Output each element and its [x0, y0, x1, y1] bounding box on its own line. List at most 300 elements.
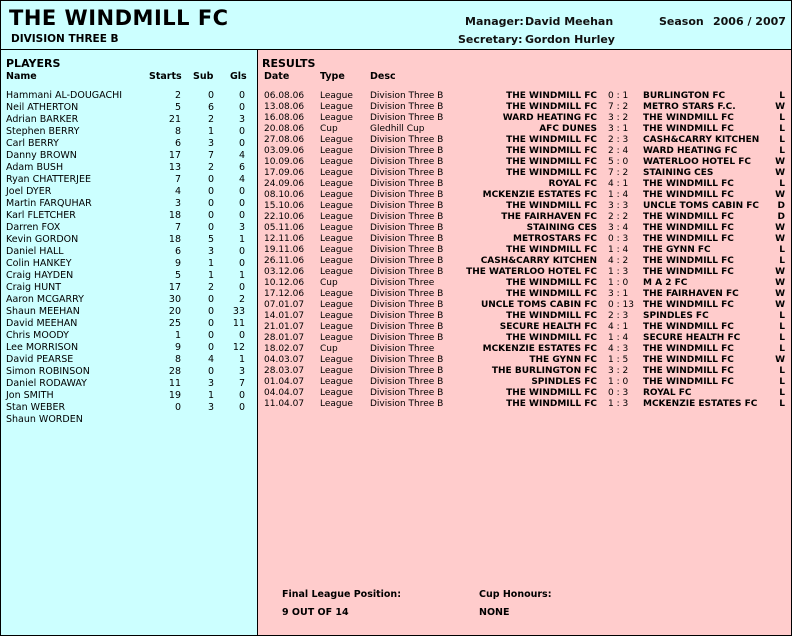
result-outcome: W	[775, 289, 785, 299]
player-row	[1, 306, 257, 318]
result-date: 17.12.06	[264, 289, 305, 299]
player-goals: 0	[238, 198, 245, 209]
result-score: 0 : 13	[608, 300, 634, 310]
result-date: 17.09.06	[264, 168, 305, 178]
player-goals: 3	[238, 366, 245, 377]
result-home-team: THE WINDMILL FC	[506, 157, 597, 167]
result-outcome: L	[779, 256, 785, 266]
result-home-team: THE WINDMILL FC	[506, 168, 597, 178]
result-away-team: THE WINDMILL FC	[643, 344, 734, 354]
player-row	[1, 234, 257, 246]
player-row	[1, 90, 257, 102]
result-home-team: MCKENZIE ESTATES FC	[482, 344, 597, 354]
final-position-label: Final League Position:	[282, 589, 401, 600]
result-desc: Division Three B	[370, 157, 444, 167]
player-row	[1, 174, 257, 186]
player-row	[1, 270, 257, 282]
result-away-team: THE WINDMILL FC	[643, 234, 734, 244]
result-date: 21.01.07	[264, 322, 305, 332]
result-outcome: L	[779, 399, 785, 409]
result-date: 10.12.06	[264, 278, 305, 288]
result-outcome: L	[779, 179, 785, 189]
result-score: 1 : 4	[608, 333, 629, 343]
result-date: 15.10.06	[264, 201, 305, 211]
result-away-team: THE WINDMILL FC	[643, 366, 734, 376]
player-name: Shaun MEEHAN	[6, 306, 80, 317]
result-score: 3 : 2	[608, 113, 629, 123]
result-row	[258, 289, 791, 300]
result-score: 7 : 2	[608, 102, 629, 112]
player-goals: 4	[238, 174, 245, 185]
result-row	[258, 91, 791, 102]
result-score: 2 : 3	[608, 311, 629, 321]
player-name: David MEEHAN	[6, 318, 78, 329]
result-desc: Division Three	[370, 344, 435, 354]
player-name: Martin FARQUHAR	[6, 198, 92, 209]
result-home-team: THE WINDMILL FC	[506, 146, 597, 156]
player-row	[1, 114, 257, 126]
player-starts: 8	[174, 126, 181, 137]
player-row	[1, 294, 257, 306]
result-type: League	[320, 388, 353, 398]
result-home-team: ROYAL FC	[548, 179, 597, 189]
player-goals: 0	[238, 210, 245, 221]
result-home-team: CASH&CARRY KITCHEN	[480, 256, 597, 266]
result-type: League	[320, 91, 353, 101]
player-sub: 1	[207, 258, 214, 269]
player-sub: 0	[207, 366, 214, 377]
result-score: 1 : 3	[608, 399, 629, 409]
result-row	[258, 344, 791, 355]
result-row	[258, 267, 791, 278]
result-desc: Division Three B	[370, 300, 444, 310]
result-outcome: W	[775, 102, 785, 112]
secretary-name: Gordon Hurley	[525, 33, 615, 46]
player-sub: 5	[207, 234, 214, 245]
player-starts: 19	[168, 390, 181, 401]
result-home-team: SPINDLES FC	[531, 377, 597, 387]
result-desc: Division Three B	[370, 201, 444, 211]
player-starts: 6	[174, 246, 181, 257]
player-goals: 4	[238, 150, 245, 161]
result-date: 16.08.06	[264, 113, 305, 123]
result-date: 27.08.06	[264, 135, 305, 145]
player-name: Aaron MCGARRY	[6, 294, 84, 305]
results-heading: RESULTS	[262, 57, 316, 70]
result-away-team: METRO STARS F.C.	[643, 102, 736, 112]
result-row	[258, 168, 791, 179]
result-date: 11.04.07	[264, 399, 305, 409]
player-sub: 0	[207, 174, 214, 185]
result-outcome: W	[775, 190, 785, 200]
player-sub: 3	[207, 138, 214, 149]
player-sub: 0	[207, 90, 214, 101]
result-type: League	[320, 190, 353, 200]
result-outcome: L	[779, 311, 785, 321]
result-away-team: THE GYNN FC	[643, 245, 711, 255]
player-row	[1, 390, 257, 402]
result-date: 10.09.06	[264, 157, 305, 167]
player-name: Adam BUSH	[6, 162, 64, 173]
result-score: 2 : 3	[608, 135, 629, 145]
division-subtitle: DIVISION THREE B	[11, 33, 119, 45]
player-starts: 1	[174, 330, 181, 341]
result-type: League	[320, 113, 353, 123]
result-row	[258, 388, 791, 399]
result-type: Cup	[320, 278, 338, 288]
player-starts: 3	[174, 198, 181, 209]
result-away-team: ROYAL FC	[643, 388, 692, 398]
player-goals: 2	[238, 294, 245, 305]
player-sub: 2	[207, 282, 214, 293]
player-starts: 21	[168, 114, 181, 125]
result-row	[258, 102, 791, 113]
result-type: League	[320, 201, 353, 211]
result-row	[258, 278, 791, 289]
result-date: 28.01.07	[264, 333, 305, 343]
result-row	[258, 256, 791, 267]
player-goals: 33	[232, 306, 245, 317]
result-home-team: THE BURLINGTON FC	[491, 366, 597, 376]
result-type: League	[320, 399, 353, 409]
season-value: 2006 / 2007	[713, 15, 786, 28]
player-goals: 0	[238, 246, 245, 257]
result-away-team: BURLINGTON FC	[643, 91, 726, 101]
final-position-value: 9 OUT OF 14	[282, 607, 349, 618]
player-sub: 1	[207, 126, 214, 137]
player-sub: 3	[207, 246, 214, 257]
col-name: Name	[6, 71, 37, 82]
result-score: 4 : 2	[608, 256, 629, 266]
result-date: 20.08.06	[264, 124, 305, 134]
result-date: 26.11.06	[264, 256, 305, 266]
player-starts: 2	[174, 90, 181, 101]
player-starts: 0	[174, 402, 181, 413]
player-sub: 2	[207, 162, 214, 173]
result-outcome: L	[779, 245, 785, 255]
result-home-team: THE WINDMILL FC	[506, 245, 597, 255]
player-goals: 0	[238, 186, 245, 197]
result-desc: Division Three B	[370, 311, 444, 321]
result-desc: Division Three B	[370, 333, 444, 343]
result-type: League	[320, 289, 353, 299]
result-outcome: W	[775, 267, 785, 277]
result-away-team: THE WINDMILL FC	[643, 322, 734, 332]
player-row	[1, 222, 257, 234]
result-away-team: SPINDLES FC	[643, 311, 709, 321]
player-goals: 1	[238, 354, 245, 365]
result-away-team: THE WINDMILL FC	[643, 267, 734, 277]
result-desc: Division Three B	[370, 135, 444, 145]
player-starts: 17	[168, 150, 181, 161]
result-home-team: THE WATERLOO HOTEL FC	[466, 267, 597, 277]
result-desc: Division Three B	[370, 168, 444, 178]
player-name: Darren FOX	[6, 222, 61, 233]
result-date: 18.02.07	[264, 344, 305, 354]
result-outcome: L	[779, 377, 785, 387]
col-sub: Sub	[193, 71, 214, 82]
player-row	[1, 342, 257, 354]
player-starts: 17	[168, 282, 181, 293]
result-away-team: THE WINDMILL FC	[643, 377, 734, 387]
result-outcome: L	[779, 388, 785, 398]
player-sub: 0	[207, 330, 214, 341]
result-away-team: THE WINDMILL FC	[643, 113, 734, 123]
secretary-label: Secretary:	[458, 33, 523, 46]
player-name: Simon ROBINSON	[6, 366, 90, 377]
result-type: League	[320, 157, 353, 167]
result-score: 3 : 3	[608, 201, 629, 211]
result-home-team: THE WINDMILL FC	[506, 333, 597, 343]
result-date: 22.10.06	[264, 212, 305, 222]
player-row	[1, 138, 257, 150]
result-away-team: THE WINDMILL FC	[643, 223, 734, 233]
result-desc: Division Three B	[370, 388, 444, 398]
player-starts: 5	[174, 270, 181, 281]
result-type: League	[320, 168, 353, 178]
result-away-team: M A 2 FC	[643, 278, 688, 288]
player-name: Shaun WORDEN	[6, 414, 83, 425]
player-name: Ryan CHATTERJEE	[6, 174, 91, 185]
player-goals: 6	[238, 162, 245, 173]
player-row	[1, 162, 257, 174]
player-sub: 3	[207, 402, 214, 413]
result-desc: Division Three B	[370, 146, 444, 156]
result-row	[258, 146, 791, 157]
player-sub: 0	[207, 198, 214, 209]
result-row	[258, 355, 791, 366]
player-goals: 0	[238, 102, 245, 113]
manager-label: Manager:	[465, 15, 524, 28]
cup-honours-value: NONE	[479, 607, 510, 618]
player-goals: 0	[238, 258, 245, 269]
result-desc: Division Three B	[370, 267, 444, 277]
result-row	[258, 157, 791, 168]
player-name: Stan WEBER	[6, 402, 66, 413]
result-type: League	[320, 146, 353, 156]
player-row	[1, 282, 257, 294]
result-score: 1 : 4	[608, 190, 629, 200]
player-goals: 3	[238, 114, 245, 125]
player-starts: 20	[168, 306, 181, 317]
result-row	[258, 322, 791, 333]
result-desc: Division Three B	[370, 223, 444, 233]
result-home-team: THE GYNN FC	[529, 355, 597, 365]
result-type: League	[320, 212, 353, 222]
result-type: League	[320, 333, 353, 343]
player-name: Daniel HALL	[6, 246, 64, 257]
player-goals: 0	[238, 330, 245, 341]
result-type: League	[320, 179, 353, 189]
player-sub: 0	[207, 318, 214, 329]
result-score: 4 : 1	[608, 322, 629, 332]
result-score: 1 : 0	[608, 278, 629, 288]
result-row	[258, 300, 791, 311]
result-desc: Division Three B	[370, 113, 444, 123]
result-date: 08.10.06	[264, 190, 305, 200]
result-date: 06.08.06	[264, 91, 305, 101]
result-desc: Division Three B	[370, 102, 444, 112]
player-row	[1, 150, 257, 162]
result-score: 1 : 4	[608, 245, 629, 255]
result-date: 03.12.06	[264, 267, 305, 277]
player-sub: 0	[207, 306, 214, 317]
result-score: 1 : 5	[608, 355, 629, 365]
player-starts: 9	[174, 258, 181, 269]
result-row	[258, 179, 791, 190]
player-goals: 0	[238, 90, 245, 101]
player-goals: 0	[238, 282, 245, 293]
player-sub: 0	[207, 210, 214, 221]
player-name: Jon SMITH	[6, 390, 54, 401]
result-type: Cup	[320, 124, 338, 134]
result-desc: Division Three B	[370, 179, 444, 189]
result-row	[258, 311, 791, 322]
result-outcome: L	[779, 322, 785, 332]
result-outcome: L	[779, 91, 785, 101]
col-date: Date	[264, 71, 290, 82]
player-row	[1, 378, 257, 390]
result-home-team: UNCLE TOMS CABIN FC	[480, 300, 597, 310]
result-score: 5 : 0	[608, 157, 629, 167]
result-outcome: W	[775, 300, 785, 310]
result-away-team: WATERLOO HOTEL FC	[643, 157, 751, 167]
result-row	[258, 135, 791, 146]
player-starts: 18	[168, 210, 181, 221]
result-desc: Division Three	[370, 278, 435, 288]
player-name: Adrian BARKER	[6, 114, 79, 125]
player-sub: 3	[207, 378, 214, 389]
result-away-team: THE WINDMILL FC	[643, 300, 734, 310]
result-home-team: THE WINDMILL FC	[506, 399, 597, 409]
result-type: League	[320, 322, 353, 332]
result-away-team: MCKENZIE ESTATES FC	[643, 399, 758, 409]
player-starts: 6	[174, 138, 181, 149]
player-goals: 11	[232, 318, 245, 329]
result-away-team: WARD HEATING FC	[643, 146, 738, 156]
player-row	[1, 126, 257, 138]
result-outcome: L	[779, 333, 785, 343]
result-desc: Division Three B	[370, 190, 444, 200]
result-desc: Division Three B	[370, 91, 444, 101]
result-home-team: THE WINDMILL FC	[506, 388, 597, 398]
player-goals: 0	[238, 126, 245, 137]
result-date: 14.01.07	[264, 311, 305, 321]
result-home-team: MCKENZIE ESTATES FC	[482, 190, 597, 200]
result-home-team: THE WINDMILL FC	[506, 289, 597, 299]
player-goals: 12	[232, 342, 245, 353]
player-row	[1, 186, 257, 198]
result-away-team: SECURE HEALTH FC	[643, 333, 741, 343]
result-row	[258, 223, 791, 234]
season-label: Season	[659, 15, 704, 28]
result-outcome: W	[775, 168, 785, 178]
result-date: 05.11.06	[264, 223, 305, 233]
result-score: 0 : 1	[608, 91, 629, 101]
player-sub: 2	[207, 114, 214, 125]
player-sub: 4	[207, 354, 214, 365]
col-type: Type	[320, 71, 345, 82]
player-goals: 0	[238, 402, 245, 413]
result-desc: Division Three B	[370, 322, 444, 332]
club-title: THE WINDMILL FC	[9, 6, 229, 30]
result-outcome: L	[779, 124, 785, 134]
player-starts: 9	[174, 342, 181, 353]
player-goals: 7	[238, 378, 245, 389]
result-row	[258, 245, 791, 256]
player-row	[1, 246, 257, 258]
result-outcome: L	[779, 344, 785, 354]
result-type: League	[320, 245, 353, 255]
result-desc: Division Three B	[370, 355, 444, 365]
result-outcome: L	[779, 366, 785, 376]
player-goals: 0	[238, 138, 245, 149]
player-goals: 1	[238, 270, 245, 281]
result-score: 1 : 3	[608, 267, 629, 277]
result-row	[258, 234, 791, 245]
player-starts: 11	[168, 378, 181, 389]
result-score: 7 : 2	[608, 168, 629, 178]
player-name: Joel DYER	[6, 186, 52, 197]
player-starts: 7	[174, 174, 181, 185]
result-away-team: STAINING CES	[643, 168, 714, 178]
result-row	[258, 212, 791, 223]
result-home-team: WARD HEATING FC	[502, 113, 597, 123]
result-home-team: AFC DUNES	[539, 124, 597, 134]
result-score: 1 : 0	[608, 377, 629, 387]
player-starts: 13	[168, 162, 181, 173]
player-sub: 0	[207, 222, 214, 233]
result-away-team: THE WINDMILL FC	[643, 179, 734, 189]
player-starts: 25	[168, 318, 181, 329]
result-score: 3 : 1	[608, 124, 629, 134]
result-desc: Division Three B	[370, 289, 444, 299]
result-home-team: THE WINDMILL FC	[506, 135, 597, 145]
result-score: 4 : 1	[608, 179, 629, 189]
manager-name: David Meehan	[525, 15, 614, 28]
player-starts: 28	[168, 366, 181, 377]
players-panel	[1, 50, 258, 635]
result-type: League	[320, 234, 353, 244]
result-home-team: METROSTARS FC	[512, 234, 597, 244]
result-away-team: THE WINDMILL FC	[643, 355, 734, 365]
result-desc: Division Three B	[370, 399, 444, 409]
result-outcome: L	[779, 135, 785, 145]
player-row	[1, 102, 257, 114]
result-type: League	[320, 223, 353, 233]
result-away-team: THE FAIRHAVEN FC	[643, 289, 739, 299]
result-away-team: THE WINDMILL FC	[643, 124, 734, 134]
player-starts: 7	[174, 222, 181, 233]
result-date: 07.01.07	[264, 300, 305, 310]
player-row	[1, 198, 257, 210]
result-type: League	[320, 311, 353, 321]
result-date: 28.03.07	[264, 366, 305, 376]
result-score: 2 : 4	[608, 146, 629, 156]
player-row	[1, 318, 257, 330]
result-desc: Gledhill Cup	[370, 124, 425, 134]
result-away-team: THE WINDMILL FC	[643, 212, 734, 222]
result-home-team: THE WINDMILL FC	[506, 91, 597, 101]
result-desc: Division Three B	[370, 234, 444, 244]
result-date: 04.03.07	[264, 355, 305, 365]
result-desc: Division Three B	[370, 256, 444, 266]
result-date: 01.04.07	[264, 377, 305, 387]
result-score: 3 : 2	[608, 366, 629, 376]
player-sub: 0	[207, 342, 214, 353]
result-row	[258, 399, 791, 410]
result-type: League	[320, 300, 353, 310]
